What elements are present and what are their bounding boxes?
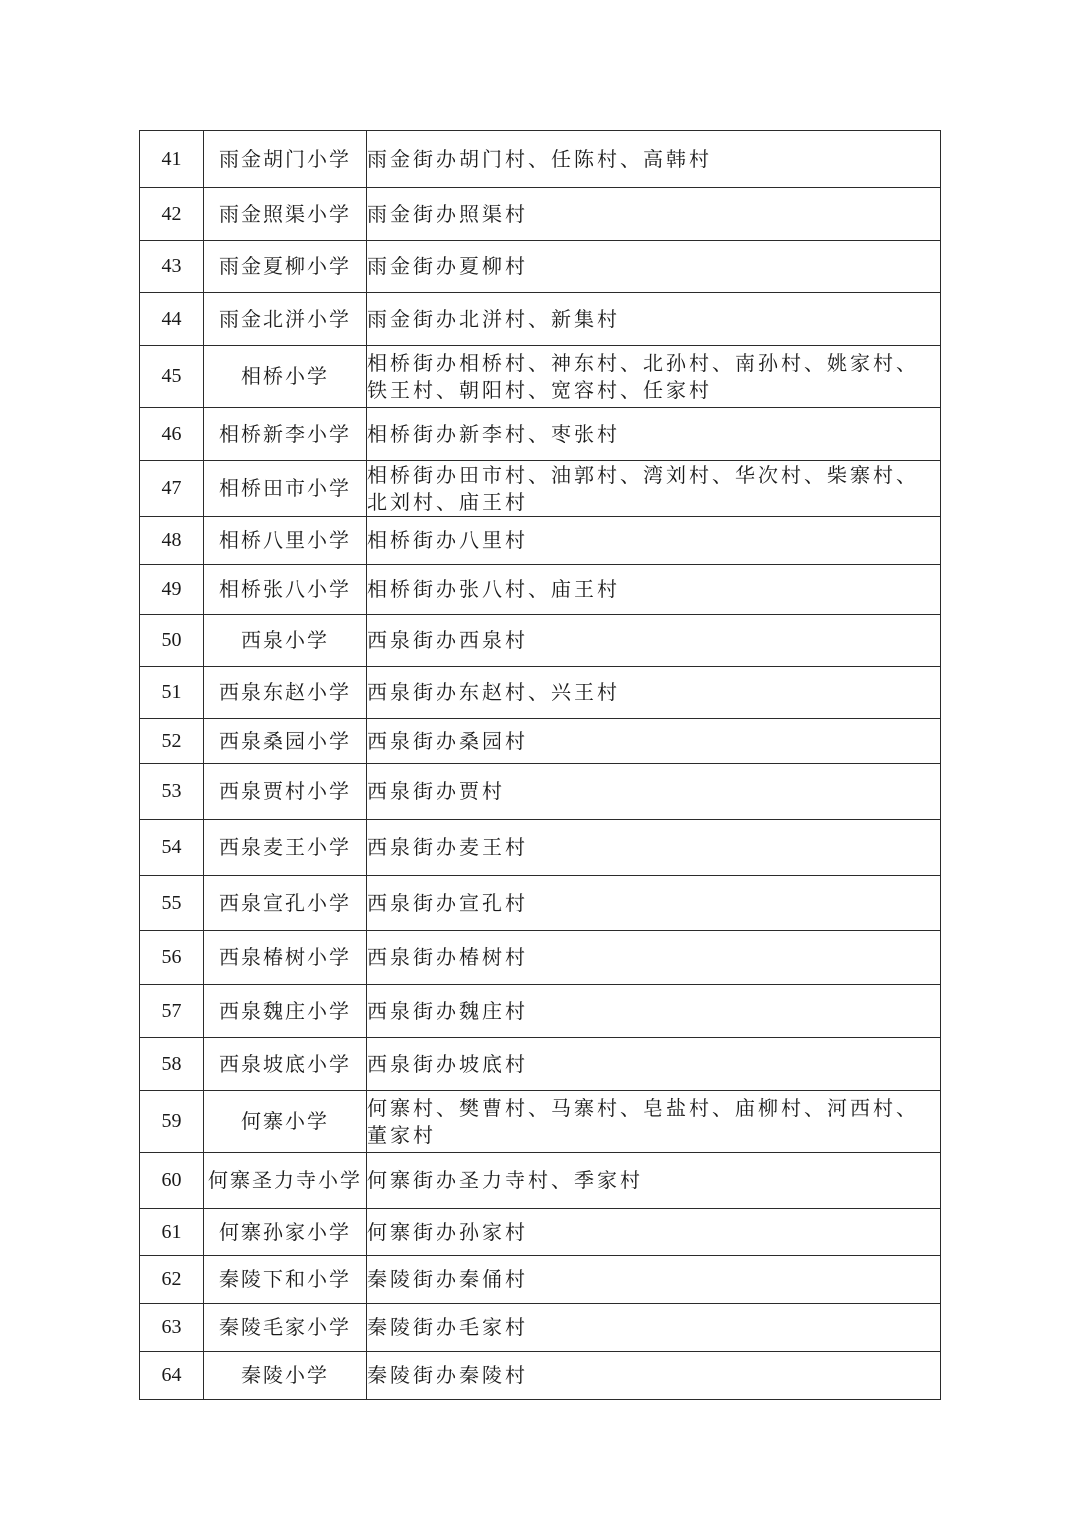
school-name: 相桥新李小学 bbox=[204, 408, 367, 461]
service-area: 何寨街办圣力寺村、季家村 bbox=[367, 1153, 941, 1209]
row-number: 55 bbox=[140, 876, 204, 931]
row-number: 43 bbox=[140, 241, 204, 293]
service-area: 相桥街办八里村 bbox=[367, 517, 941, 565]
table-row bbox=[140, 565, 941, 615]
school-name: 相桥田市小学 bbox=[204, 461, 367, 517]
school-name: 秦陵下和小学 bbox=[204, 1256, 367, 1304]
row-number: 56 bbox=[140, 931, 204, 985]
table-row bbox=[140, 293, 941, 346]
school-name: 西泉东赵小学 bbox=[204, 667, 367, 719]
table-row bbox=[140, 1209, 941, 1256]
school-name: 西泉宣孔小学 bbox=[204, 876, 367, 931]
row-number: 60 bbox=[140, 1153, 204, 1209]
table-row bbox=[140, 408, 941, 461]
row-number: 48 bbox=[140, 517, 204, 565]
row-number: 61 bbox=[140, 1209, 204, 1256]
service-area: 西泉街办坡底村 bbox=[367, 1038, 941, 1091]
table-row bbox=[140, 876, 941, 931]
table-row bbox=[140, 461, 941, 517]
table-row bbox=[140, 1038, 941, 1091]
school-name: 西泉坡底小学 bbox=[204, 1038, 367, 1091]
school-name: 何寨小学 bbox=[204, 1091, 367, 1153]
table-row bbox=[140, 1304, 941, 1352]
table-row bbox=[140, 615, 941, 667]
table-row bbox=[140, 1256, 941, 1304]
service-area: 西泉街办东赵村、兴王村 bbox=[367, 667, 941, 719]
service-area: 秦陵街办秦俑村 bbox=[367, 1256, 941, 1304]
service-area: 秦陵街办秦陵村 bbox=[367, 1352, 941, 1400]
row-number: 41 bbox=[140, 131, 204, 188]
row-number: 54 bbox=[140, 820, 204, 876]
service-area: 西泉街办贾村 bbox=[367, 764, 941, 820]
row-number: 49 bbox=[140, 565, 204, 615]
table-row bbox=[140, 667, 941, 719]
row-number: 62 bbox=[140, 1256, 204, 1304]
row-number: 45 bbox=[140, 346, 204, 408]
school-name: 雨金夏柳小学 bbox=[204, 241, 367, 293]
table-row bbox=[140, 820, 941, 876]
service-area: 西泉街办魏庄村 bbox=[367, 985, 941, 1038]
service-area: 相桥街办新李村、枣张村 bbox=[367, 408, 941, 461]
table-row bbox=[140, 188, 941, 241]
school-name: 秦陵毛家小学 bbox=[204, 1304, 367, 1352]
school-name: 西泉小学 bbox=[204, 615, 367, 667]
service-area: 雨金街办夏柳村 bbox=[367, 241, 941, 293]
table-row bbox=[140, 346, 941, 408]
school-name: 何寨圣力寺小学 bbox=[204, 1153, 367, 1209]
table-row bbox=[140, 931, 941, 985]
service-area: 何寨街办孙家村 bbox=[367, 1209, 941, 1256]
school-name: 西泉桑园小学 bbox=[204, 719, 367, 764]
table-row bbox=[140, 517, 941, 565]
school-district-table bbox=[139, 130, 941, 1400]
table-row bbox=[140, 985, 941, 1038]
school-name: 雨金胡门小学 bbox=[204, 131, 367, 188]
service-area: 西泉街办宣孔村 bbox=[367, 876, 941, 931]
row-number: 42 bbox=[140, 188, 204, 241]
row-number: 46 bbox=[140, 408, 204, 461]
school-name: 秦陵小学 bbox=[204, 1352, 367, 1400]
row-number: 59 bbox=[140, 1091, 204, 1153]
service-area: 西泉街办椿树村 bbox=[367, 931, 941, 985]
row-number: 44 bbox=[140, 293, 204, 346]
school-name: 西泉魏庄小学 bbox=[204, 985, 367, 1038]
service-area: 雨金街办照渠村 bbox=[367, 188, 941, 241]
row-number: 58 bbox=[140, 1038, 204, 1091]
row-number: 50 bbox=[140, 615, 204, 667]
school-name: 相桥张八小学 bbox=[204, 565, 367, 615]
table-row bbox=[140, 131, 941, 188]
row-number: 47 bbox=[140, 461, 204, 517]
service-area: 雨金街办北洴村、新集村 bbox=[367, 293, 941, 346]
service-area: 相桥街办相桥村、神东村、北孙村、南孙村、姚家村、铁王村、朝阳村、宽容村、任家村 bbox=[367, 346, 941, 408]
school-name: 西泉贾村小学 bbox=[204, 764, 367, 820]
table-body bbox=[140, 131, 941, 1400]
school-name: 雨金北洴小学 bbox=[204, 293, 367, 346]
row-number: 64 bbox=[140, 1352, 204, 1400]
school-name: 相桥小学 bbox=[204, 346, 367, 408]
table-row bbox=[140, 241, 941, 293]
row-number: 53 bbox=[140, 764, 204, 820]
school-name: 雨金照渠小学 bbox=[204, 188, 367, 241]
service-area: 何寨村、樊曹村、马寨村、皂盐村、庙柳村、河西村、董家村 bbox=[367, 1091, 941, 1153]
table-row bbox=[140, 1352, 941, 1400]
row-number: 52 bbox=[140, 719, 204, 764]
service-area: 秦陵街办毛家村 bbox=[367, 1304, 941, 1352]
school-name: 相桥八里小学 bbox=[204, 517, 367, 565]
table-row bbox=[140, 719, 941, 764]
service-area: 西泉街办西泉村 bbox=[367, 615, 941, 667]
table-row bbox=[140, 764, 941, 820]
row-number: 63 bbox=[140, 1304, 204, 1352]
table-row bbox=[140, 1153, 941, 1209]
service-area: 西泉街办麦王村 bbox=[367, 820, 941, 876]
service-area: 雨金街办胡门村、任陈村、高韩村 bbox=[367, 131, 941, 188]
school-name: 西泉麦王小学 bbox=[204, 820, 367, 876]
service-area: 西泉街办桑园村 bbox=[367, 719, 941, 764]
row-number: 57 bbox=[140, 985, 204, 1038]
service-area: 相桥街办张八村、庙王村 bbox=[367, 565, 941, 615]
school-name: 何寨孙家小学 bbox=[204, 1209, 367, 1256]
service-area: 相桥街办田市村、油郭村、湾刘村、华次村、柴寨村、北刘村、庙王村 bbox=[367, 461, 941, 517]
row-number: 51 bbox=[140, 667, 204, 719]
school-name: 西泉椿树小学 bbox=[204, 931, 367, 985]
table-row bbox=[140, 1091, 941, 1153]
